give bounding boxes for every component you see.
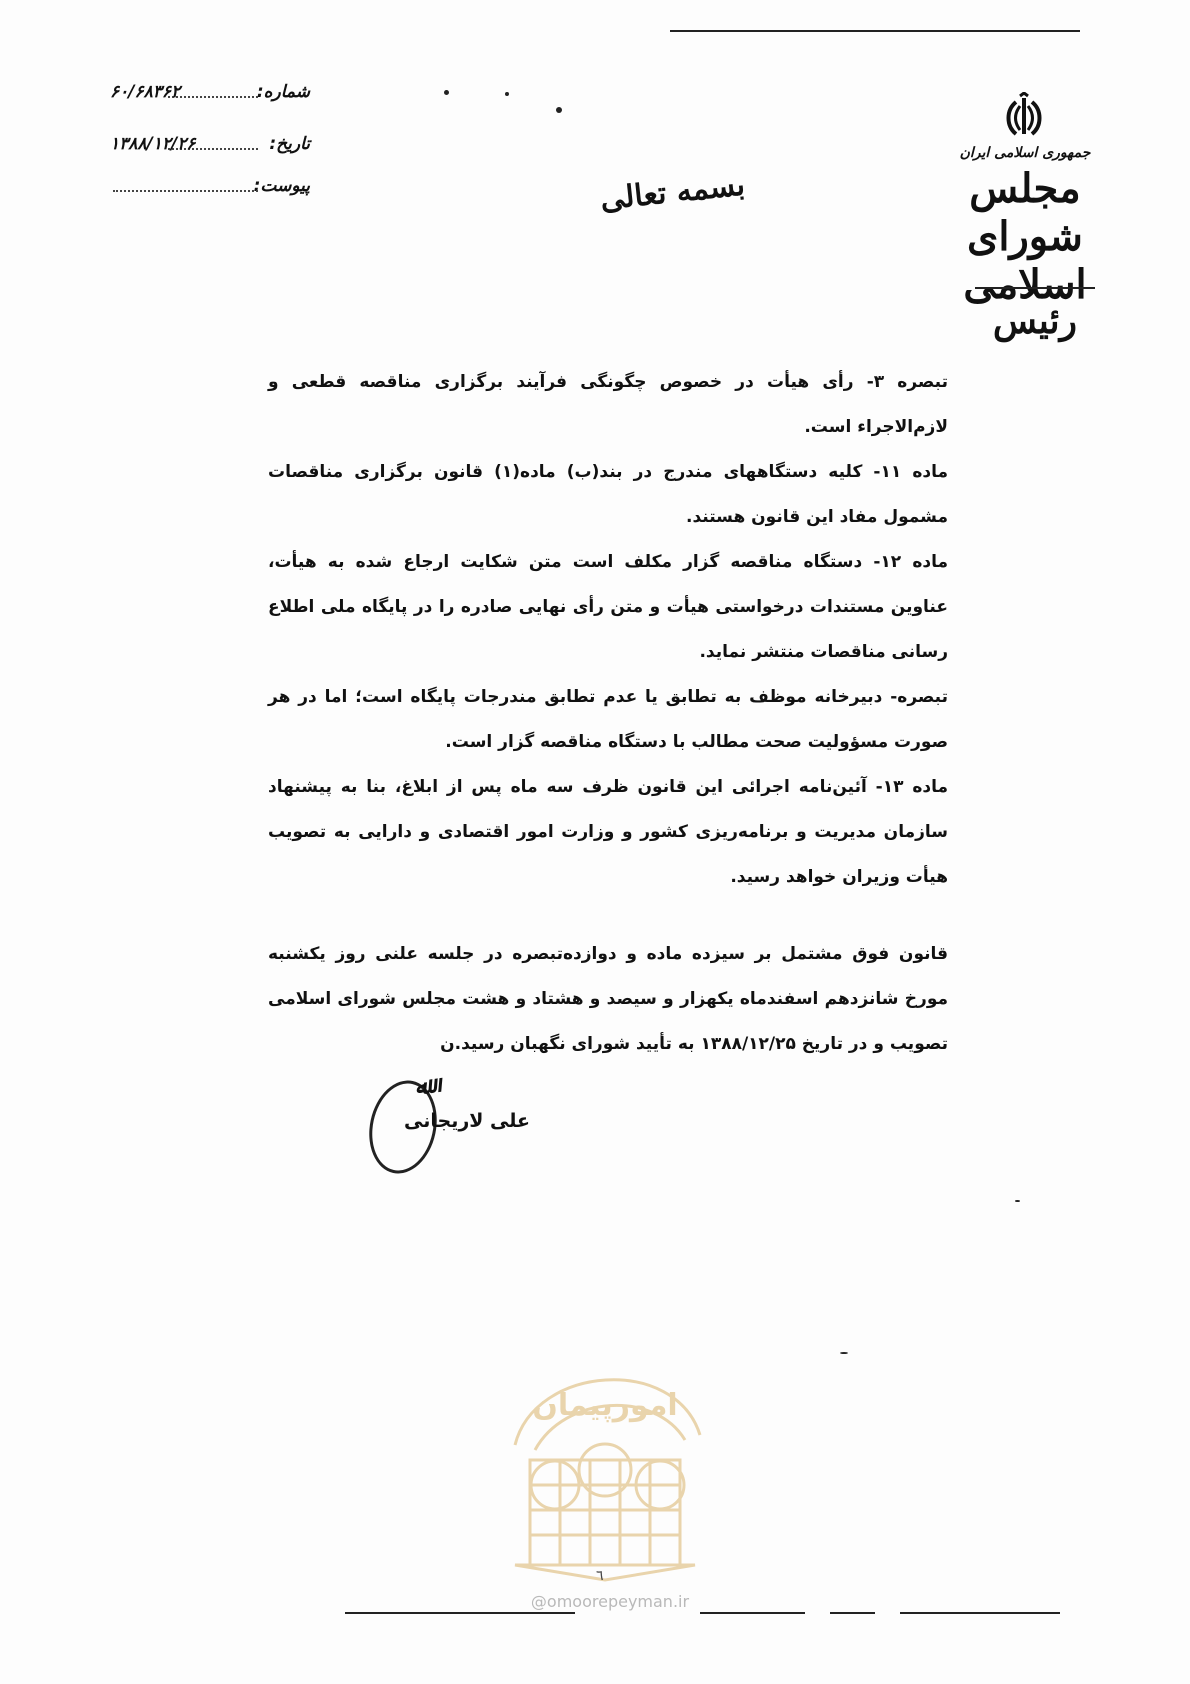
organization-name-line1: مجلس شورای <box>967 165 1083 260</box>
letter-number-value: ۶۰/۶۸۳۶۲ <box>110 82 181 102</box>
organization-block <box>950 145 1100 309</box>
closing-paragraph: قانون فوق مشتمل بر سیزده ماده و دوازده‌تبصره در جلسه علنی روز یکشنبه مورخ شانزدهم اسفندماه یکهزار و سیصد و هشتاد و هشت مجلس شورای اسلامی تصویب و در تاریخ ۱۳۸۸/۱۲/۲۵ به تأیید شورای نگهبان رسید.ن <box>268 944 948 1054</box>
country-name: جمهوری اسلامی ایران <box>959 145 1091 161</box>
watermark-brand: امورپیمان <box>532 1388 678 1423</box>
letter-attachment-dots <box>113 190 258 192</box>
paragraph-article-13: ماده ۱۳- آئین‌نامه اجرائی این قانون ظرف سه ماه پس از ابلاغ، بنا به پیشنهاد سازمان مدیریت و برنامه‌ریزی کشور و وزارت امور اقتصادی و دارایی به تصویب هیأت وزیران خواهد رسید. <box>268 777 948 887</box>
document-body <box>268 360 948 1067</box>
letter-date-value: ۱۳۸۸/۱۲/۲۶ <box>110 134 196 154</box>
organization-rule <box>975 287 1095 289</box>
speck-4 <box>1015 1200 1020 1202</box>
bottom-rule-2 <box>700 1612 805 1614</box>
bottom-rule-3 <box>830 1612 875 1614</box>
signatory-name: علی لاریجانی <box>404 1110 530 1132</box>
speck-1 <box>444 90 449 95</box>
organization-role: رئیس <box>992 300 1078 342</box>
bismillah-heading: بسمه تعالی <box>598 167 747 218</box>
paragraph-note-3: تبصره ۳- رأی هیأت در خصوص چگونگی فرآیند برگزاری مناقصه قطعی و لازم‌الاجراء است. <box>268 372 948 437</box>
page-number: ٦ <box>596 1568 604 1584</box>
top-rule <box>670 30 1080 32</box>
letter-date-row <box>110 134 310 164</box>
watermark-logo-icon <box>495 1335 715 1585</box>
iran-emblem-icon <box>1000 92 1048 140</box>
paragraph-note: تبصره- دبیرخانه موظف به تطابق یا عدم تطابق مندرجات پایگاه است؛ اما در هر صورت مسؤولیت صحت مطالب با دستگاه مناقصه گزار است. <box>268 687 948 752</box>
bottom-rule-1 <box>345 1612 575 1614</box>
letter-number-label: شماره: <box>256 82 310 102</box>
letter-number-dots <box>168 96 258 98</box>
paragraph-article-11: ماده ۱۱- کلیه دستگاههای مندرج در بند(ب) ماده(۱) قانون برگزاری مناقصات مشمول مفاد این قانون هستند. <box>268 462 949 527</box>
letter-attachment-label: پیوست: <box>253 176 310 196</box>
speck-3 <box>556 107 562 113</box>
letter-attachment-row <box>110 176 310 206</box>
signature-mark-icon: ﷲ <box>413 1074 430 1101</box>
speck-2 <box>505 92 509 96</box>
paragraph-article-12: ماده ۱۲- دستگاه مناقصه گزار مکلف است متن شکایت ارجاع شده به هیأت، عناوین مستندات درخواستی هیأت و متن رأی نهایی صادره را در پایگاه ملی اطلاع رسانی مناقصات منتشر نماید. <box>268 552 948 662</box>
speck-5 <box>840 1352 848 1354</box>
organization-name-line2: اسلامی <box>963 261 1087 308</box>
letter-date-label: تاریخ: <box>269 134 310 154</box>
bottom-rule-4 <box>900 1612 1060 1614</box>
letter-number-row <box>110 82 310 112</box>
watermark-url: @omoorepeyman.ir <box>530 1592 690 1611</box>
